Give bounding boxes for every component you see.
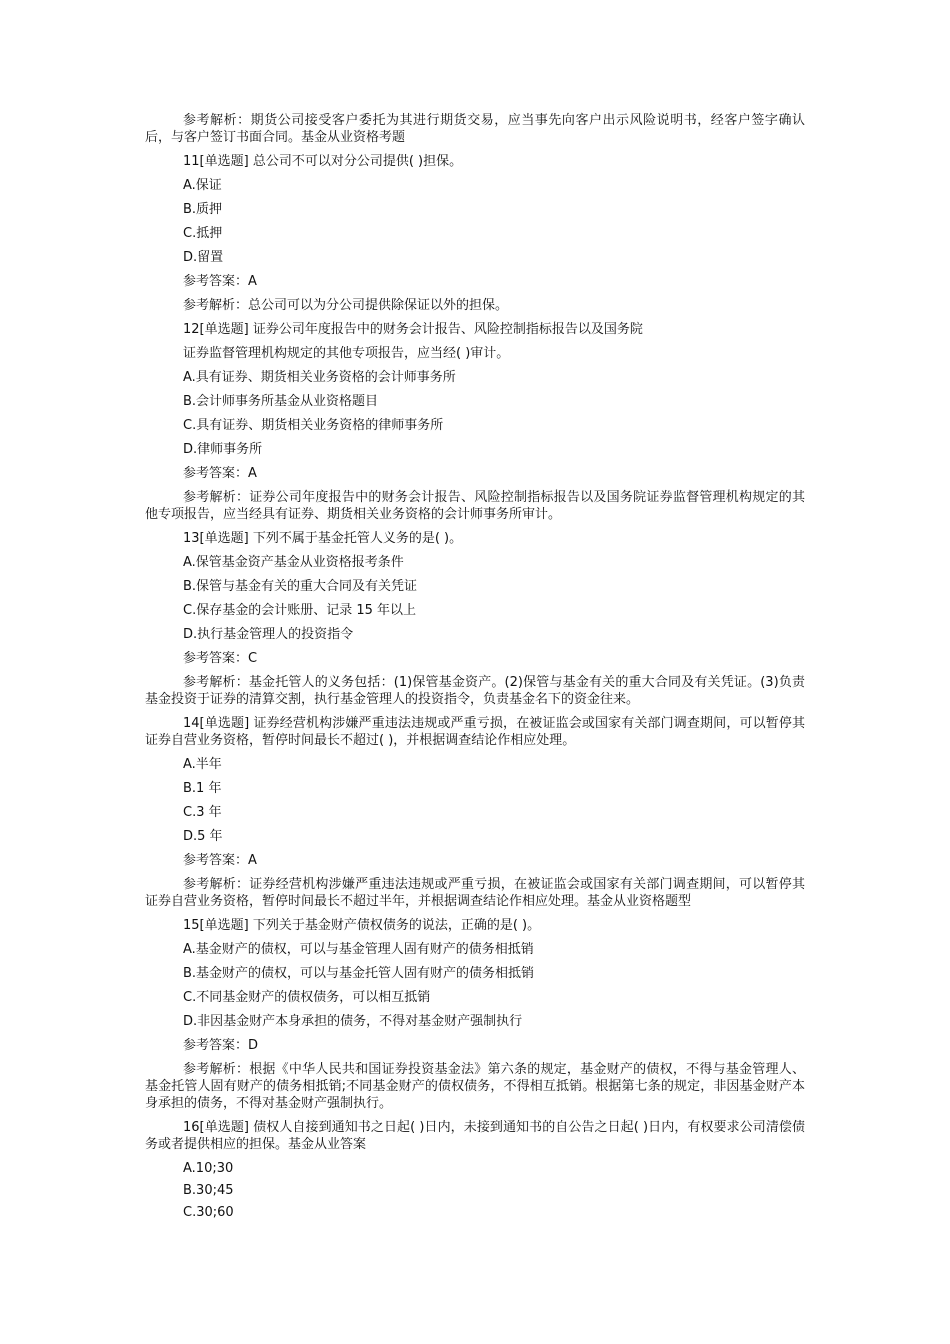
option-15-a: A.基金财产的债权，可以与基金管理人固有财产的债务相抵销 [183,942,534,957]
option-14-a: A.半年 [183,757,222,772]
option-13-b: B.保管与基金有关的重大合同及有关凭证 [183,579,418,594]
question-12-line2: 证券监督管理机构规定的其他专项报告，应当经( )审计。 [183,346,510,361]
explanation-12: 参考解析：证券公司年度报告中的财务会计报告、风险控制指标报告以及国务院证券监督管理机构规定的其他专项报告，应当经具有证券、期货相关业务资格的会计师事务所审计。 [145,490,805,522]
option-15-b: B.基金财产的债权，可以与基金托管人固有财产的债务相抵销 [183,966,535,981]
answer-12: 参考答案：A [183,466,257,481]
option-14-d: D.5 年 [183,829,223,844]
option-14-b: B.1 年 [183,781,222,796]
option-12-c: C.具有证券、期货相关业务资格的律师事务所 [183,418,444,433]
explanation-10: 参考解析：期货公司接受客户委托为其进行期货交易，应当事先向客户出示风险说明书，经客户签字确认后，与客户签订书面合同。基金从业资格考题 [145,113,805,145]
option-16-b: B.30;45 [183,1183,234,1198]
explanation-14: 参考解析：证券经营机构涉嫌严重违法违规或严重亏损，在被证监会或国家有关部门调查期间，可以暂停其证券自营业务资格，暂停时间最长不超过半年，并根据调查结论作相应处理。基金从业资格题型 [145,877,805,909]
question-13: 13[单选题] 下列不属于基金托管人义务的是( )。 [183,531,463,546]
answer-11: 参考答案：A [183,274,257,289]
option-14-c: C.3 年 [183,805,222,820]
option-12-a: A.具有证券、期货相关业务资格的会计师事务所 [183,370,456,385]
option-13-c: C.保存基金的会计账册、记录 15 年以上 [183,603,417,618]
explanation-13: 参考解析：基金托管人的义务包括：(1)保管基金资产。(2)保管与基金有关的重大合同及有关凭证。(3)负责基金投资于证券的清算交割，执行基金管理人的投资指令，负责基金名下的资金往来。 [145,675,805,707]
option-15-c: C.不同基金财产的债权债务，可以相互抵销 [183,990,431,1005]
option-13-a: A.保管基金资产基金从业资格报考条件 [183,555,404,570]
question-14: 14[单选题] 证券经营机构涉嫌严重违法违规或严重亏损，在被证监会或国家有关部门调查期间，可以暂停其证券自营业务资格，暂停时间最长不超过( )，并根据调查结论作相应处理。 [145,716,805,748]
answer-14: 参考答案：A [183,853,257,868]
option-15-d: D.非因基金财产本身承担的债务，不得对基金财产强制执行 [183,1014,523,1029]
option-11-c: C.抵押 [183,226,223,241]
question-15: 15[单选题] 下列关于基金财产债权债务的说法，正确的是( )。 [183,918,541,933]
option-11-b: B.质押 [183,202,223,217]
option-11-d: D.留置 [183,250,224,265]
question-12-line1: 12[单选题] 证券公司年度报告中的财务会计报告、风险控制指标报告以及国务院 [183,322,643,337]
question-11: 11[单选题] 总公司不可以对分公司提供( )担保。 [183,154,463,169]
document-page [145,112,805,1226]
option-11-a: A.保证 [183,178,222,193]
option-16-a: A.10;30 [183,1161,234,1176]
answer-15: 参考答案：D [183,1038,259,1053]
explanation-15: 参考解析：根据《中华人民共和国证券投资基金法》第六条的规定，基金财产的债权，不得与基金管理人、基金托管人固有财产的债务相抵销;不同基金财产的债权债务，不得相互抵销。根据第七条的规定，非因基金财产本身承担的债务，不得对基金财产强制执行。 [145,1062,805,1111]
option-12-b: B.会计师事务所基金从业资格题目 [183,394,379,409]
option-16-c: C.30;60 [183,1205,234,1220]
option-12-d: D.律师事务所 [183,442,263,457]
option-13-d: D.执行基金管理人的投资指令 [183,627,354,642]
question-16: 16[单选题] 债权人自接到通知书之日起( )日内，未接到通知书的自公告之日起( )日内，有权要求公司清偿债务或者提供相应的担保。基金从业答案 [145,1120,805,1152]
answer-13: 参考答案：C [183,651,258,666]
explanation-11: 参考解析：总公司可以为分公司提供除保证以外的担保。 [183,298,509,313]
